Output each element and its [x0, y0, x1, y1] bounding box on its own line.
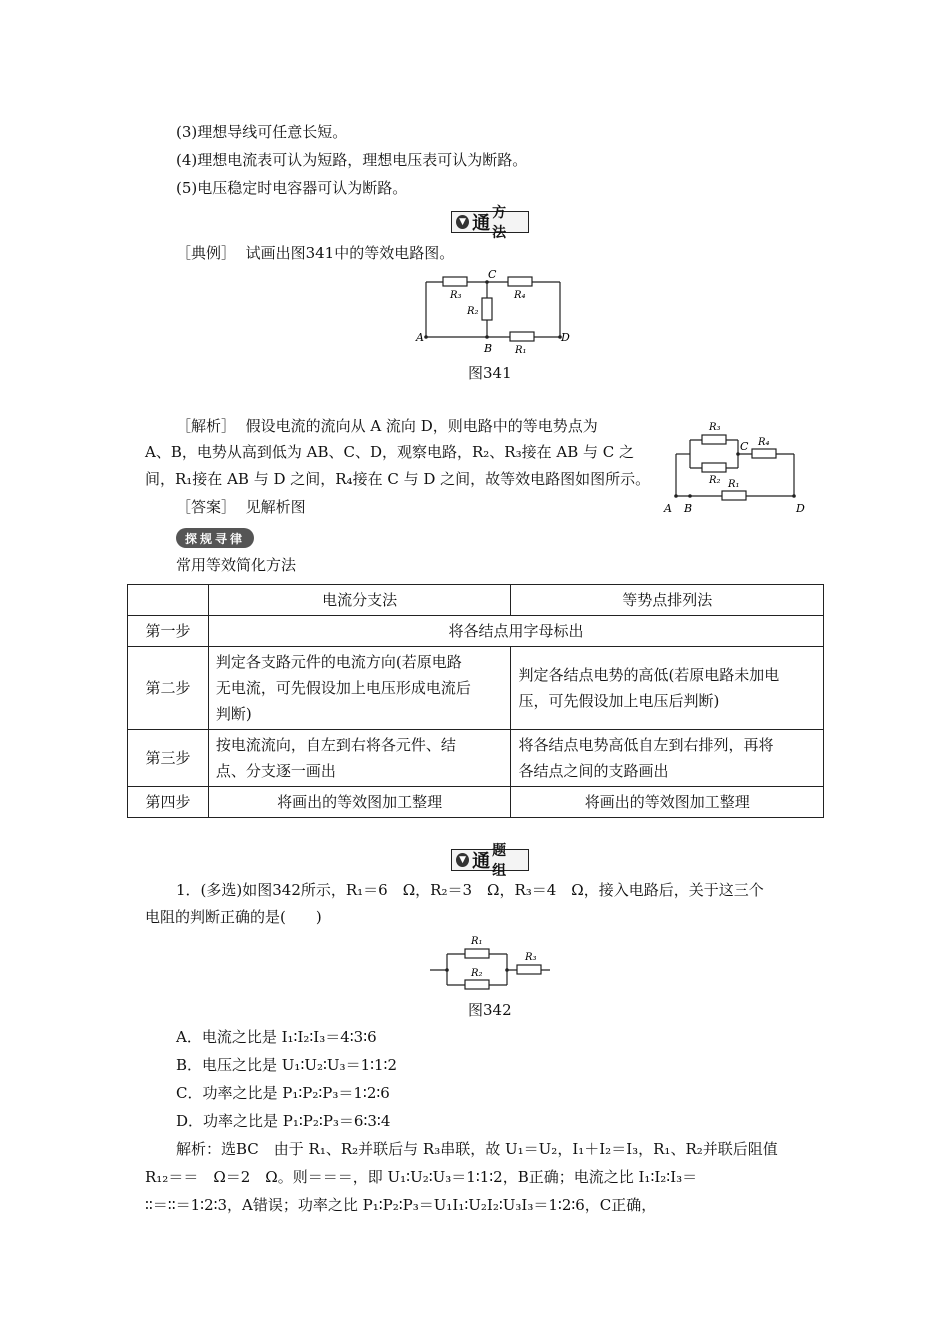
eq-label-R3: R₃: [709, 422, 721, 433]
badge-sub: 题组: [492, 843, 509, 879]
table-cell-line: 压，可先假设加上电压后判断): [518, 692, 720, 710]
fig342-label-R3: R₃: [525, 952, 537, 963]
fig341-label-C: C: [488, 270, 497, 281]
eq-label-C: C: [740, 440, 749, 453]
example-line: [176, 243, 454, 263]
group-badge: [451, 843, 529, 879]
triangle-down-icon: ▼: [456, 853, 469, 867]
badge-main: 通: [472, 213, 491, 234]
table-header-cell: [128, 585, 209, 616]
table-header-row: [128, 585, 824, 616]
fig341-label-A: A: [416, 331, 424, 344]
answer-line: [176, 497, 306, 517]
answer-label: ［答案］: [176, 498, 237, 516]
table-merged-cell: 将各结点用字母标出: [208, 616, 823, 647]
table-row: [128, 730, 824, 787]
eq-label-A: A: [664, 502, 672, 515]
figure-342-caption: 图342: [468, 1001, 512, 1019]
table-step-cell: 第四步: [128, 787, 209, 818]
fig341-label-D: D: [561, 331, 570, 344]
rule-4: (4)理想电流表可认为短路，理想电压表可认为断路。: [176, 151, 528, 169]
rule-3: (3)理想导线可任意长短。: [176, 123, 348, 141]
figure-341-caption: 图341: [468, 364, 512, 382]
question-1-line-1: 1．(多选)如图342所示，R₁＝6 Ω，R₂＝3 Ω，R₃＝4 Ω，接入电路后，关于这三个: [176, 881, 764, 899]
table-row: [128, 616, 824, 647]
fig341-label-R4: R₄: [514, 290, 526, 301]
table-row: [128, 787, 824, 818]
table-cell: 将画出的等效图加工整理: [208, 787, 511, 818]
eq-label-D: D: [796, 502, 805, 515]
solution-line-2: R₁₂＝＝ Ω＝2 Ω。则＝＝＝，即 U₁∶U₂∶U₃＝1∶1∶2，B正确；电流之比 I₁∶I₂∶I₃＝: [145, 1168, 698, 1186]
option-c: C．功率之比是 P₁∶P₂∶P₃＝1∶2∶6: [176, 1084, 390, 1102]
table-cell: [208, 730, 511, 787]
eq-label-B: B: [684, 502, 693, 515]
method-badge: [451, 205, 529, 241]
table-cell-line: 判定各结点电势的高低(若原电路未加电: [518, 666, 780, 684]
table-header-cell: 等势点排列法: [511, 585, 824, 616]
table-step-cell: 第一步: [128, 616, 209, 647]
analysis-line-3: 间，R₁接在 AB 与 D 之间，R₄接在 C 与 D 之间，故等效电路图如图所示。: [145, 470, 651, 488]
table-cell-line: 将各结点电势高低自左到右排列，再将: [518, 736, 774, 754]
explore-badge: 探规寻律: [176, 528, 254, 548]
table-step-cell: 第三步: [128, 730, 209, 787]
eq-label-R2: R₂: [709, 475, 721, 486]
table-step-cell: 第二步: [128, 647, 209, 730]
badge-main: 通: [472, 851, 491, 872]
table-cell-line: 判断): [215, 705, 252, 723]
figure-341-circuit: [410, 270, 575, 360]
fig341-label-R1: R₁: [515, 345, 527, 356]
badge-sub: 方法: [492, 205, 509, 241]
analysis-text-1: 假设电流的流向从 A 流向 D，则电路中的等电势点为: [245, 417, 598, 435]
option-a: A．电流之比是 I₁∶I₂∶I₃＝4∶3∶6: [176, 1028, 377, 1046]
table-cell: [511, 647, 824, 730]
fig341-label-B: B: [484, 342, 493, 355]
table-cell-line: 点、分支逐一画出: [215, 762, 336, 780]
rule-5: (5)电压稳定时电容器可认为断路。: [176, 179, 408, 197]
answer-text: 见解析图: [245, 498, 306, 516]
figure-342-circuit: [425, 930, 555, 992]
table-row: [128, 647, 824, 730]
question-1-line-2: 电阻的判断正确的是( ): [145, 908, 322, 926]
fig342-label-R1: R₁: [471, 936, 483, 947]
table-cell-line: 按电流流向，自左到右将各元件、结: [215, 736, 456, 754]
table-cell: [208, 647, 511, 730]
analysis-label: ［解析］: [176, 417, 237, 435]
equivalent-circuit-figure: [660, 416, 810, 516]
table-cell-line: 无电流，可先假设加上电压形成电流后: [215, 679, 471, 697]
methods-title: 常用等效简化方法: [176, 556, 297, 574]
fig341-label-R2: R₂: [467, 306, 479, 317]
solution-line-1: 解析：选BC 由于 R₁、R₂并联后与 R₃串联，故 U₁＝U₂，I₁＋I₂＝I₃，R₁、R₂并联后阻值: [176, 1140, 778, 1158]
option-d: D．功率之比是 P₁∶P₂∶P₃＝6∶3∶4: [176, 1112, 391, 1130]
fig342-label-R2: R₂: [471, 968, 483, 979]
table-header-cell: 电流分支法: [208, 585, 511, 616]
fig341-label-R3: R₃: [450, 290, 462, 301]
table-cell-line: 各结点之间的支路画出: [518, 762, 669, 780]
table-cell: 将画出的等效图加工整理: [511, 787, 824, 818]
methods-table: [127, 584, 824, 818]
option-b: B．电压之比是 U₁∶U₂∶U₃＝1∶1∶2: [176, 1056, 398, 1074]
eq-label-R4: R₄: [758, 437, 770, 448]
example-question: 试画出图341中的等效电路图。: [245, 244, 455, 262]
table-cell: [511, 730, 824, 787]
table-cell-line: 判定各支路元件的电流方向(若原电路: [215, 653, 462, 671]
analysis-line-2: A、B，电势从高到低为 AB、C、D，观察电路，R₂、R₃接在 AB 与 C 之: [145, 443, 635, 461]
eq-label-R1: R₁: [728, 479, 740, 490]
triangle-down-icon: ▼: [456, 215, 469, 229]
example-label: ［典例］: [176, 244, 237, 262]
analysis-line-1: [176, 416, 598, 436]
solution-line-3: ∶∶＝∶∶＝1∶2∶3，A错误；功率之比 P₁∶P₂∶P₃＝U₁I₁∶U₂I₂∶U₃I₃＝1∶2∶6，C正确，: [145, 1196, 657, 1214]
